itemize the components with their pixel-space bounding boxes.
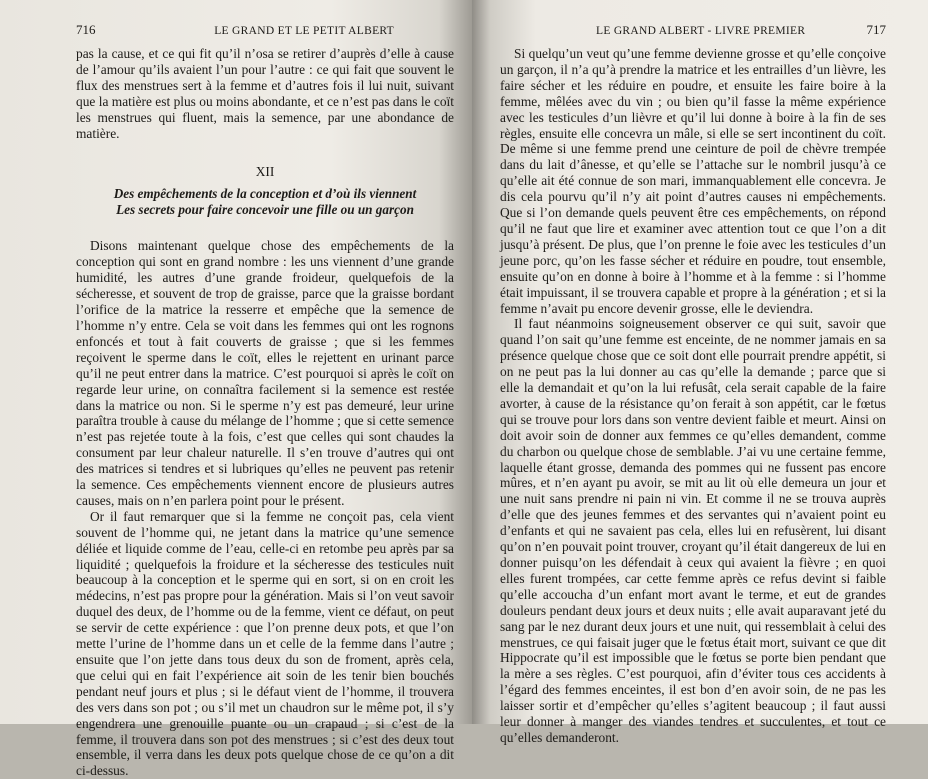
right-running-head xyxy=(500,22,886,40)
right-paragraph-2: Il faut néanmoins soigneusement observer ce qui suit, savoir que quand l’on sait qu’une femme est enceinte, de ne nommer jamais en sa présence quelque chose que ce soit dont elle pourrait prendre appétit, si on ne peut pas la lui donner au cas qu’elle la demande ; parce que si elle la demandait et qu’on la lui refusât, cela serait capable de la faire avorter, à cause de la résistance qu’on ferait à son appétit, car le fœtus qui se trouve pour lors dans son ventre devient faible et meurt. Ainsi on doit avoir soin de donner aux femmes ce qu’elles demandent, comme du charbon ou quelque chose de semblable. J’ai vu une certaine femme, laquelle étant grosse, demanda des pommes qui ne fussent pas encore mûres, et n’en ayant pu avoir, se mit au lit où elle demeura un jour et une nuit sans prendre ni pain ni vin. Et comme il ne se trouva auprès d’elle que des jeunes femmes et des servantes qui n’avaient point eu d’enfants et qui ne savaient pas cela, elles lui en refusèrent, lui disant qu’on n’en pouvait point trouver, croyant qu’il était dangereux de lui en donner puisqu’on les défendait à ceux qui avaient la fièvre ; en quoi elles furent trompées, car cette femme après ce refus devint si faible qu’elle accoucha d’un enfant mort avant le terme, et eut de grandes douleurs pendant deux jours et deux nuits ; elle avait auparavant jeté du sang par le nez durant deux jours et une nuit, qui ressemblait à celui des menstrues, ce qui faisait juger que le fœtus était mort, suivant ce que dit Hippocrate qu’il est impossible que le fœtus se porte bien pendant que la mère a ses règles. C’est pourquoi, afin d’éviter tous ces accidents à l’égard des femmes enceintes, il est bon d’en avoir soin, de ne pas les laisser sortir et d’empêcher qu’elles s’agitent beaucoup ; il faut aussi leur donner à manger des viandes tendres et succulentes, et tout ce qu’elles demanderont. xyxy=(500,316,886,745)
chapter-title xyxy=(76,186,454,218)
chapter-number: XII xyxy=(255,164,275,180)
right-running-title: LE GRAND ALBERT - LIVRE PREMIER xyxy=(596,25,806,37)
right-page-number: 717 xyxy=(866,22,886,37)
left-running-head xyxy=(76,22,454,40)
chapter-title-line-2: Les secrets pour faire concevoir une fille ou un garçon xyxy=(116,202,414,218)
chapter-title-line-1: Des empêchements de la conception et d’où ils viennent xyxy=(113,186,417,202)
right-page xyxy=(472,0,928,745)
left-paragraph-2: Disons maintenant quelque chose des empêchements de la conception qui sont en grand nombre : les uns viennent d’une grande humidité, les autres d’une grande froideur, quelquefois de la sécheresse, et souvent de trop de graisse, parce que la graisse bordant l’orifice de la matrice la resserre et empêche que la semence de l’homme n’y entre. Cela se voit dans les femmes qui ont les rognons enfoncés et tout à fait couverts de graisse ; que si les femmes reçoivent le sperme dans le coït, elles le rejettent en urinant parce qu’il ne peut entrer dans la matrice. C’est pourquoi si après le coït on regarde leur urine, on connaîtra facilement si la semence est restée dans la matrice ou non. Si le sperme n’y est pas demeuré, leur urine paraîtra trouble à cause du mélange de l’homme ; que si cette semence n’est pas rejetée toute à la fois, c’est que celles qui sont chaudes la consument par leur chaleur naturelle. Il s’en trouve d’autres qui ont des matrices si tendres et si lubriques qu’elles ne peuvent pas retenir la semence. Ces empêchements viennent encore de plusieurs autres causes, mais on n’en parlera point pour le présent. xyxy=(76,238,454,508)
right-paragraph-1: Si quelqu’un veut qu’une femme devienne grosse et qu’elle conçoive un garçon, il n’a qu’à prendre la matrice et les entrailles d’un lièvre, les faire sécher et les réduire en poudre, et ensuite les faire boire à la femme, mêlées avec du vin ; ou bien qu’il fasse la même expérience avec les testicules d’un lièvre et qu’il lui donne à boire à la fin de ses règles, ensuite elle concevra un mâle, si elle se sert incontinent du coït. De même si une femme prend une ceinture de poil de chèvre trempée dans du lait d’ânesse, et qu’elle se l’attache sur le nombril jusqu’à ce qu’elle ait été connue de son mari, immanquablement elle concevra. Je dis cela pourvu qu’il n’y ait point d’autres causes ni empêchements. Que si l’on demande quels peuvent être ces empêchements, on répond qu’il ne faut que lire et examiner avec attention tout ce que l’on a dit jusqu’à présent. De plus, que l’on prenne le foie avec les testicules d’un jeune porc, qu’on les fasse sécher et réduire en poudre, tout ensemble, ensuite qu’on en donne à boire à l’homme et à la femme : si l’homme était impuissant, il se trouvera capable et propre à la génération ; et si la femme n’avait pu encore devenir grosse, elle le deviendra. xyxy=(500,46,886,316)
left-body-text xyxy=(76,46,454,779)
left-paragraph-3: Or il faut remarquer que si la femme ne conçoit pas, cela vient souvent de l’homme qui, ne jetant dans la matrice qu’une semence déliée et liquide comme de l’eau, celle-ci en retombe peu après par sa liquidité ; quelquefois la froidure et la sécheresse des testicules nuit beaucoup à la conception et le sperme qui en sort, si on en croit les médecins, n’est pas propre pour la génération. Mais si l’on veut savoir duquel des deux, de l’homme ou de la femme, vient ce défaut, on peut se servir de cette expérience : que l’on prenne deux pots, et que l’on mette l’urine de l’homme dans un et celle de la femme dans l’autre ; ensuite que l’on jette dans tous deux du son de froment, après cela, que celui qui en fait l’expérience ait soin de les tenir bien bouchés pendant neuf jours et plus ; si le défaut vient de l’homme, il trouvera des vers dans son pot ; ou s’il met un chaudron sur le même pot, il s’y engendrera une grenouille puante ou un crapaud ; si c’est de la femme, il trouvera dans son pot des menstrues ; si c’est des deux tout ensemble, il verra dans les deux pots quelque chose de ce qu’on a dit ci-dessus. xyxy=(76,508,454,779)
right-body-text xyxy=(500,46,886,746)
left-paragraph-1: pas la cause, et ce qui fit qu’il n’osa se retirer d’auprès d’elle à cause de l’amour qu’ils avaient l’un pour l’autre : ce qui fait que souvent le flux des menstrues sert à la femme et d’autres fois il lui nuit, suivant que la matière est plus ou moins abondante, et ce n’est pas dans le coït les menstrues qui fluent, mais la semence, par une abondance de matière. xyxy=(76,46,454,141)
left-running-title: LE GRAND ET LE PETIT ALBERT xyxy=(214,25,394,37)
left-page-number: 716 xyxy=(76,22,96,37)
